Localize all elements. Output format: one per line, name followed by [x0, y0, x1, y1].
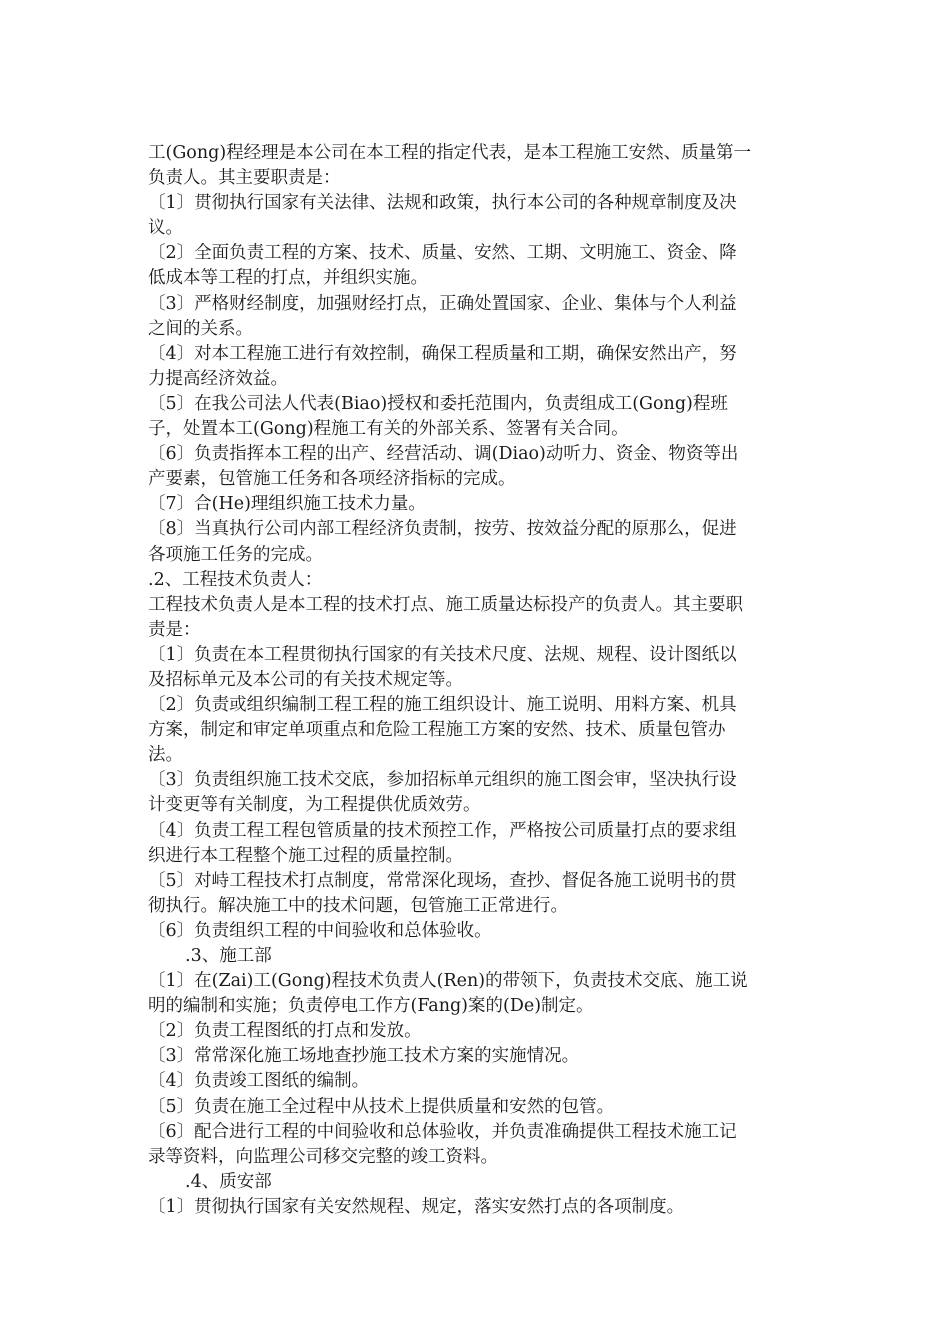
text-line: 录等资料，向监理公司移交完整的竣工资料。 — [148, 1146, 498, 1167]
text-line: 〔2〕全面负责工程的方案、技术、质量、安然、工期、文明施工、资金、降 — [148, 243, 737, 264]
text-line: 各项施工任务的完成。 — [148, 544, 323, 565]
text-line: 子，处置本工(Gong)程施工有关的外部关系、签署有关合同。 — [148, 419, 629, 440]
text-line: 〔1〕在(Zai)工(Gong)程技术负责人(Ren)的带领下，负责技术交底、施工说 — [148, 971, 748, 992]
text-line: 〔4〕负责竣工图纸的编制。 — [148, 1071, 370, 1092]
text-line: 明的编制和实施；负责停电工作方(Fang)案的(De)制定。 — [148, 996, 594, 1017]
text-line: 〔8〕当真执行公司内部工程经济负责制，按劳、按效益分配的原那么，促进 — [148, 519, 737, 540]
text-line: 〔5〕在我公司法人代表(Biao)授权和委托范围内，负责组成工(Gong)程班 — [148, 393, 728, 414]
section-heading: .2、工程技术负责人： — [148, 569, 323, 590]
text-line: 责是： — [148, 619, 201, 640]
text-line: 计变更等有关制度，为工程提供优质效劳。 — [148, 795, 481, 816]
text-line: 〔6〕负责组织工程的中间验收和总体验收。 — [148, 920, 492, 941]
text-line: 织进行本工程整个施工过程的质量控制。 — [148, 845, 463, 866]
text-line: 〔1〕负责在本工程贯彻执行国家的有关技术尺度、法规、规程、设计图纸以 — [148, 644, 737, 665]
text-line: 负责人。其主要职责是： — [148, 168, 341, 189]
text-line: 〔3〕负责组织施工技术交底，参加招标单元组织的施工图会审，坚决执行设 — [148, 770, 737, 791]
text-line: 〔3〕严格财经制度，加强财经打点，正确处置国家、企业、集体与个人利益 — [148, 293, 737, 314]
text-line: 〔4〕负责工程工程包管质量的技术预控工作，严格按公司质量打点的要求组 — [148, 820, 737, 841]
text-line: 〔6〕负责指挥本工程的出产、经营活动、调(Diao)动听力、资金、物资等出 — [148, 444, 739, 465]
text-line: 〔5〕对峙工程技术打点制度，常常深化现场，查抄、督促各施工说明书的贯 — [148, 870, 737, 891]
text-line: 〔2〕负责或组织编制工程工程的施工组织设计、施工说明、用料方案、机具 — [148, 695, 737, 716]
text-line: 〔4〕对本工程施工进行有效控制，确保工程质量和工期，确保安然出产，努 — [148, 343, 737, 364]
section-heading: .4、质安部 — [185, 1171, 272, 1192]
text-line: 〔3〕常常深化施工场地查抄施工技术方案的实施情况。 — [148, 1046, 580, 1067]
text-line: 法。 — [148, 745, 183, 766]
text-line: 〔6〕配合进行工程的中间验收和总体验收，并负责准确提供工程技术施工记 — [148, 1121, 737, 1142]
text-line: 工(Gong)程经理是本公司在本工程的指定代表，是本工程施工安然、质量第一 — [148, 143, 752, 163]
text-line: 〔2〕负责工程图纸的打点和发放。 — [148, 1021, 422, 1042]
text-line: 低成本等工程的打点，并组织实施。 — [148, 268, 428, 289]
text-line: 力提高经济效益。 — [148, 368, 288, 389]
document-body — [148, 141, 808, 1220]
text-line: 议。 — [148, 218, 183, 239]
text-line: 产要素，包管施工任务和各项经济指标的完成。 — [148, 469, 516, 490]
text-line: 之间的关系。 — [148, 318, 253, 339]
text-line: 〔1〕贯彻执行国家有关安然规程、规定，落实安然打点的各项制度。 — [148, 1196, 685, 1217]
text-line: 彻执行。解决施工中的技术问题，包管施工正常进行。 — [148, 895, 568, 916]
text-line: 〔7〕合(He)理组织施工技术力量。 — [148, 494, 426, 515]
text-line: 〔1〕贯彻执行国家有关法律、法规和政策，执行本公司的各种规章制度及决 — [148, 193, 737, 214]
text-line: 工程技术负责人是本工程的技术打点、施工质量达标投产的负责人。其主要职 — [148, 594, 743, 615]
text-line: 及招标单元及本公司的有关技术规定等。 — [148, 669, 463, 690]
section-heading: .3、施工部 — [185, 946, 272, 966]
text-line: 方案，制定和审定单项重点和危险工程施工方案的安然、技术、质量包管办 — [148, 720, 726, 741]
text-line: 〔5〕负责在施工全过程中从技术上提供质量和安然的包管。 — [148, 1096, 615, 1117]
